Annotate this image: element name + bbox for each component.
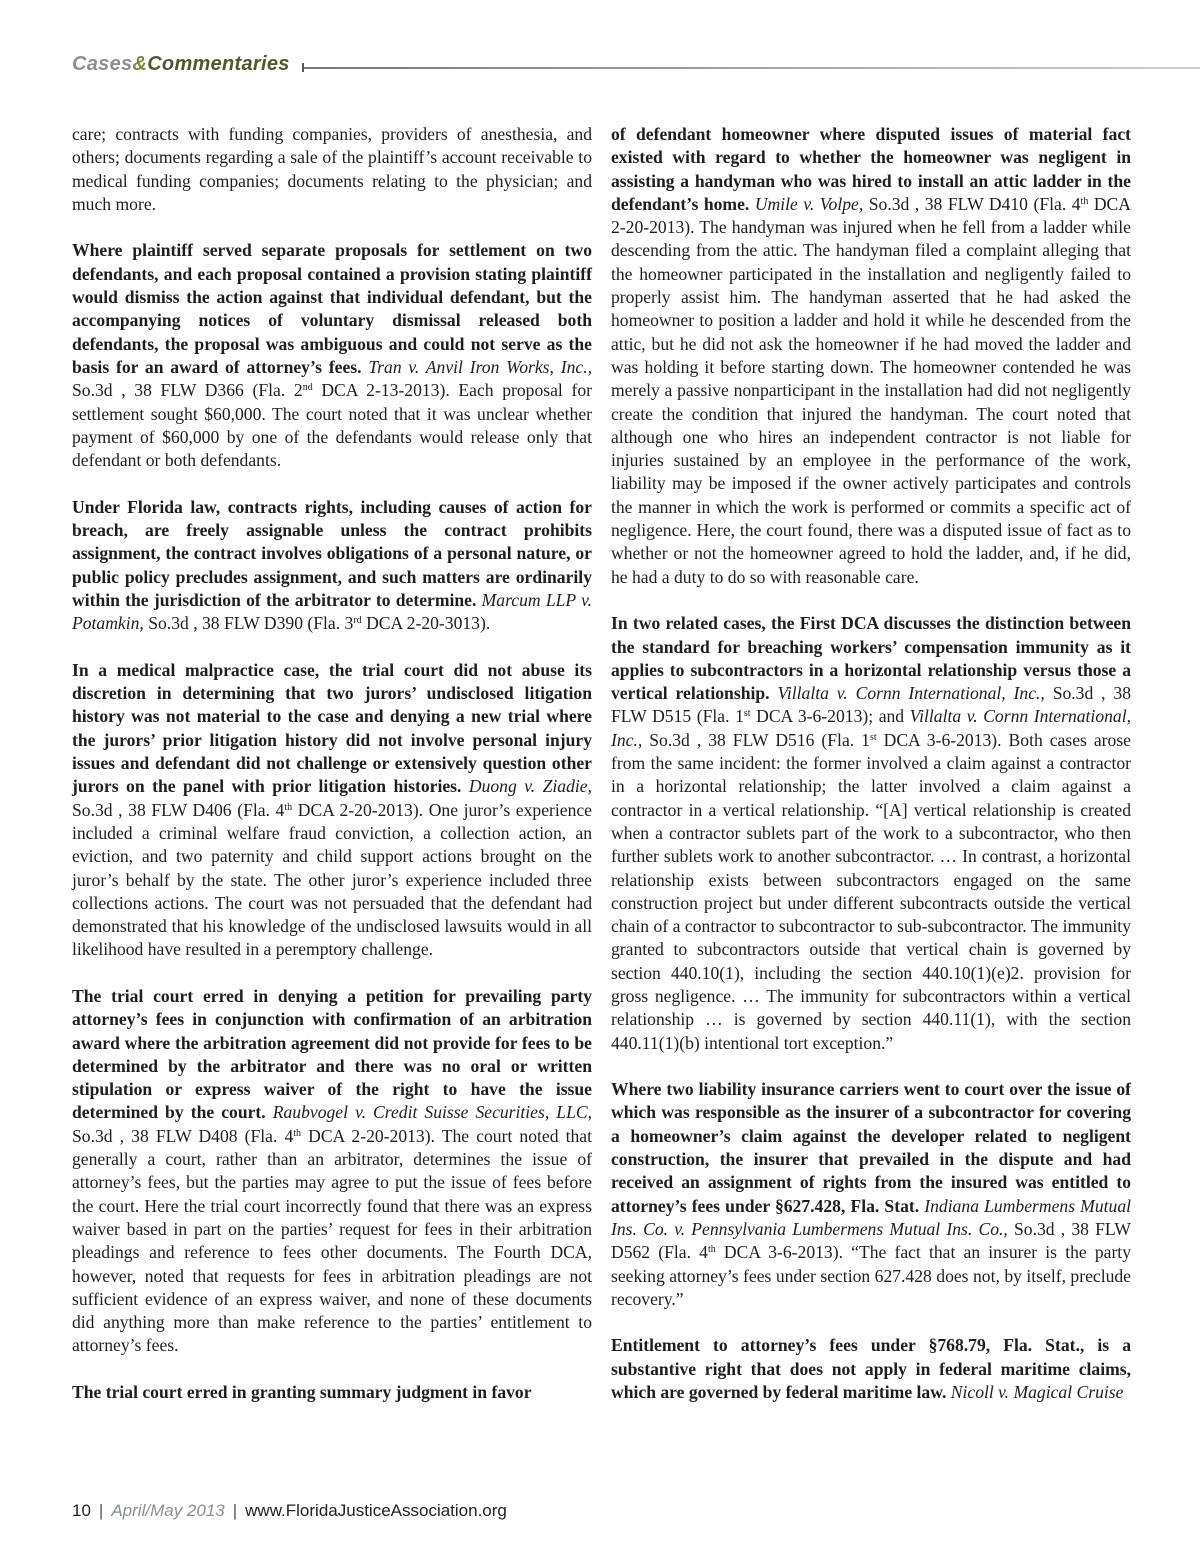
case-citation: Umile v. Volpe, — [754, 193, 864, 214]
left-paragraph — [72, 985, 592, 1358]
body-text — [266, 1102, 273, 1122]
left-paragraph — [72, 659, 592, 962]
brand-cases: Cases — [72, 53, 133, 75]
case-headnote: Entitlement to attorney’s fees under §768.79, Fla. Stat., is a substantive right that does not apply in federal maritime claims, which are governed by federal maritime law. — [611, 1335, 1131, 1403]
body-text: So.3d , 38 FLW D516 (Fla. 1 — [642, 729, 870, 750]
right-paragraph — [611, 1078, 1131, 1311]
body-text: So.3d , 38 FLW D515 (Fla. 1 — [611, 683, 1132, 727]
case-citation: Tran v. Anvil Iron Works, Inc., — [368, 356, 592, 377]
case-citation: Raubvogel v. Credit Suisse Securities, LLC, — [272, 1102, 593, 1123]
ordinal-suffix: th — [293, 1127, 302, 1139]
header-rule — [304, 67, 1200, 69]
brand-commentaries: Commentaries — [147, 53, 290, 75]
body-text: DCA 2-13-2013). Each proposal for settlement sought $60,000. The court noted that it was unclear whether payment of $60,000 by one of the defendants would release only that defendant or both defendants. — [72, 380, 592, 471]
case-headnote: Where plaintiff served separate proposals for settlement on two defendants, and each proposal contained a provision stating plaintiff would dismiss the action against that individual defendant, but the accompanying notices of voluntary dismissal released both defendants, the proposal was ambiguous and could not serve as the basis for an award of attorney’s fees. — [72, 240, 592, 377]
ordinal-suffix: st — [869, 731, 877, 743]
ordinal-suffix: st — [743, 708, 751, 720]
left-paragraph — [72, 239, 592, 472]
page-number: 10 — [72, 1501, 91, 1520]
ordinal-suffix: th — [707, 1244, 716, 1256]
section-brand — [72, 50, 290, 78]
case-headnote: In a medical malpractice case, the trial court did not abuse its discretion in determining that two jurors’ undisclosed litigation history was not material to the case and denying a new trial where the jurors’ prior litigation history did not involve personal injury issues and defendant did not challenge or extensively question other jurors on the panel with prior litigation histories. — [72, 659, 592, 797]
body-text: DCA 2-20-2013). One juror’s experience included a criminal welfare fraud conviction, a collection action, an eviction, and two paternity and child support actions brought on the juror’s behalf by the state. The other juror’s experience included three collections actions. The court was not persuaded that the defendant had demonstrated that his knowledge of the undisclosed lawsuits would in all likelihood have resulted in a peremptory challenge. — [72, 799, 592, 960]
body-text: DCA 3-6-2013). “The fact that an insurer is the party seeking attorney’s fees under section 627.428 does not, by itself, preclude recovery.” — [611, 1242, 1131, 1309]
case-citation: Villalta v. Cornn International, Inc., — [777, 683, 1045, 704]
case-citation: Nicoll v. Magical Cruise — [950, 1382, 1124, 1403]
case-headnote: Where two liability insurance carriers went to court over the issue of which was responsible as the insurer of a subcontractor for covering a homeowner’s claim against the developer related to negligent construction, the insurer that prevailed in the dispute and had received an assignment of rights from the insured was entitled to attorney’s fees under §627.428, Fla. Stat. — [611, 1079, 1131, 1216]
case-citation: Duong v. Ziadie, — [468, 776, 592, 797]
case-citation: Marcum LLP v. Potamkin, — [72, 589, 592, 634]
body-text: So.3d , 38 FLW D406 (Fla. 4 — [72, 799, 285, 820]
body-text: So.3d , 38 FLW D562 (Fla. 4 — [611, 1218, 1131, 1263]
footer-separator: | — [232, 1501, 238, 1520]
body-text: DCA 3-6-2013); and — [750, 706, 910, 727]
left-paragraph — [72, 1381, 592, 1404]
right-column — [611, 123, 1131, 1404]
page-footer — [72, 1497, 772, 1527]
body-text — [461, 776, 468, 796]
case-citation: Villalta v. Cornn International, Inc., — [611, 706, 1131, 750]
right-paragraph — [611, 612, 1131, 1055]
ordinal-suffix: rd — [353, 615, 362, 627]
running-header — [72, 50, 1200, 86]
body-text: DCA 3-6-2013). Both cases arose from the same incident: the former involved a claim against a contractor in a horizontal relationship; the latter involved a claim against a contractor in a vertical relationship. “[A] vertical relationship is created when a contractor sublets part of the work to a subcontractor, who then further sublets work to another subcontractor. … In contrast, a horizontal relationship exists between subcontractors engaged on the same construction project but under different subcontracts outside the vertical chain of a contractor to subcontractor to sub-subcontractor. The immunity granted to subcontractors outside that vertical chain is governed by section 440.10(1), including the section 440.10(1)(e)2. provision for gross negligence. … The immunity for subcontractors within a vertical relationship … is governed by section 440.11(1), with the section 440.11(1)(b) intentional tort exception.” — [611, 729, 1131, 1053]
left-paragraph — [72, 496, 592, 636]
body-text: DCA 2-20-2013). The handyman was injured when he fell from a ladder while descending from the attic. The handyman filed a complaint alleging that the homeowner participated in the installation and negligently failed to properly assist him. The handyman asserted that he had asked the homeowner to position a ladder and hold it while he descended from the attic, but he did not ask the homeowner if he had moved the ladder and was holding it before starting down. The homeowner contended he was merely a passive nonparticipant in the installation had did not negligently create the condition that injured the handyman. The court noted that although one who hires an independent contractor is not liable for injuries sustained by an employee in the performance of the work, liability may be imposed if the owner actively participates and controls the manner in which the work is performed or commits a specific act of negligence. Here, the court found, there was a disputed issue of fact as to whether or not the homeowner agreed to hold the ladder, and, if he did, he had a duty to do so with reasonable care. — [611, 193, 1131, 587]
body-text: DCA 2-20-2013). The court noted that generally a court, rather than an arbitrator, determines the issue of attorney’s fees, but the parties may agree to put the issue of fees before the court. Here the trial court incorrectly found that there was an express waiver based in part on the parties’ request for fees in their arbitration pleadings and reference to fees other documents. The Fourth DCA, however, noted that requests for fees in arbitration pleadings are not sufficient evidence of an express waiver, and none of these documents did anything more than make reference to the parties’ entitlement to attorney’s fees. — [72, 1125, 592, 1356]
right-paragraph — [611, 1334, 1131, 1404]
left-column — [72, 123, 592, 1404]
case-citation: Indiana Lumbermens Mutual Ins. Co. v. Pennsylvania Lumbermens Mutual Ins. Co., — [611, 1195, 1132, 1239]
brand-ampersand: & — [132, 53, 148, 75]
body-text: care; contracts with funding companies, providers of anesthesia, and others; documents regarding a sale of the plaintiff’s account receivable to medical funding companies; documents relating to the physician; and much more. — [72, 124, 592, 214]
left-paragraph — [72, 123, 592, 216]
body-text: So.3d , 38 FLW D408 (Fla. 4 — [72, 1125, 294, 1146]
ordinal-suffix: th — [1080, 195, 1089, 207]
case-headnote: Under Florida law, contracts rights, including causes of action for breach, are freely assignable unless the contract prohibits assignment, the contract involves obligations of a personal nature, or public policy precludes assignment, and such matters are ordinarily within the jurisdiction of the arbitrator to determine. — [72, 496, 592, 610]
issue-date: April/May 2013 — [111, 1501, 225, 1520]
right-paragraph — [611, 123, 1131, 589]
ordinal-suffix: th — [284, 801, 293, 813]
website-link[interactable]: www.FloridaJusticeAssociation.org — [245, 1501, 507, 1520]
body-text: So.3d , 38 FLW D390 (Fla. 3 — [143, 613, 354, 634]
case-headnote: The trial court erred in granting summary judgment in favor — [72, 1382, 532, 1403]
body-text: So.3d , 38 FLW D366 (Fla. 2 — [72, 380, 303, 401]
body-text: So.3d , 38 FLW D410 (Fla. 4 — [863, 193, 1081, 214]
footer-separator: | — [98, 1501, 104, 1520]
body-text: DCA 2-20-3013). — [361, 613, 491, 634]
ordinal-suffix: nd — [302, 382, 313, 394]
case-headnote: In two related cases, the First DCA discusses the distinction between the standard for breaching workers’ compensation immunity as it applies to subcontractors in a horizontal relationship versus those a vertical relationship. — [611, 613, 1131, 704]
case-headnote: The trial court erred in denying a petition for prevailing party attorney’s fees in conjunction with confirmation of an arbitration award where the arbitration agreement did not provide for fees to be determined by the arbitrator and there was no oral or written stipulation or express waiver of the right to have the issue determined by the court. — [72, 985, 592, 1123]
case-headnote: of defendant homeowner where disputed issues of material fact existed with regard to whether the homeowner was negligent in assisting a handyman who was hired to install an attic ladder in the defendant’s home. — [611, 124, 1131, 214]
